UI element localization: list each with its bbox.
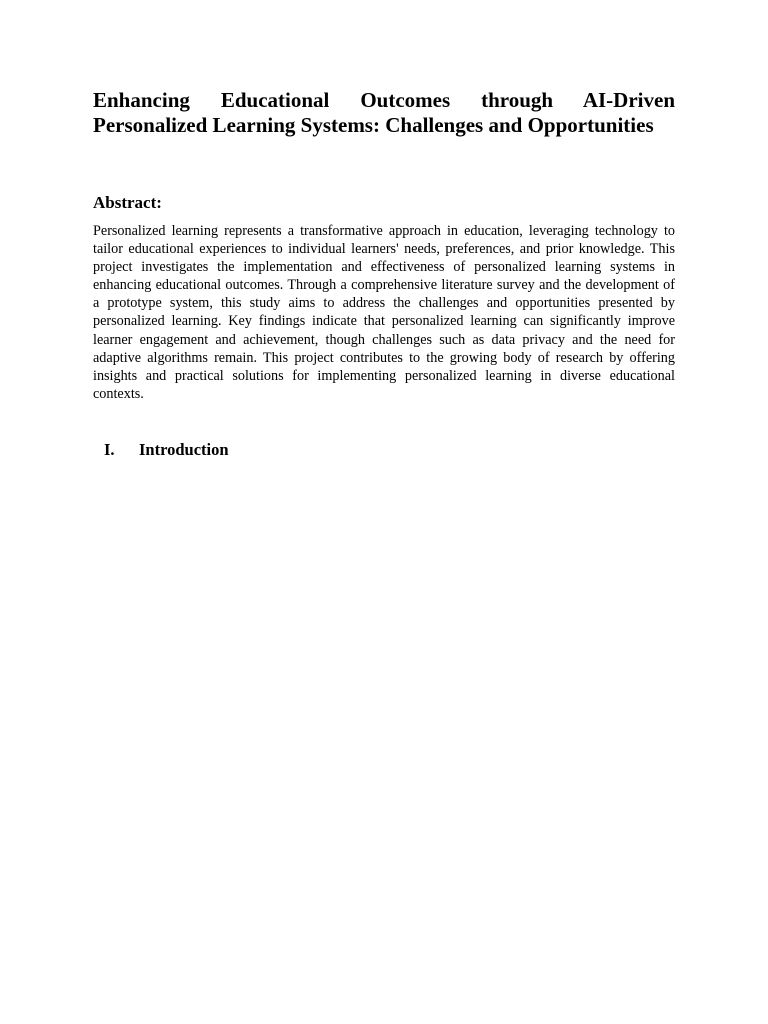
abstract-heading: Abstract: [93, 193, 162, 212]
page-content [93, 88, 675, 460]
abstract-body: Personalized learning represents a transformative approach in education, leveraging technology to tailor educational experiences to individual learners' needs, preferences, and prior knowledge. This project investigates the implementation and effectiveness of personalized learning systems in enhancing educational outcomes. Through a comprehensive literature survey and the development of a prototype system, this study aims to address the challenges and opportunities presented by personalized learning. Key findings indicate that personalized learning can significantly improve learner engagement and achievement, though challenges such as data privacy and the need for adaptive algorithms remain. This project contributes to the growing body of research by offering insights and practical solutions for implementing personalized learning in diverse educational contexts. [93, 223, 675, 402]
section-number: I. [104, 439, 115, 459]
section-heading-introduction [93, 440, 675, 460]
paper-title: Enhancing Educational Outcomes through AI-Driven Personalized Learning Systems: Challenges and Opportunities [93, 88, 675, 137]
section-title: Introduction [139, 439, 229, 459]
